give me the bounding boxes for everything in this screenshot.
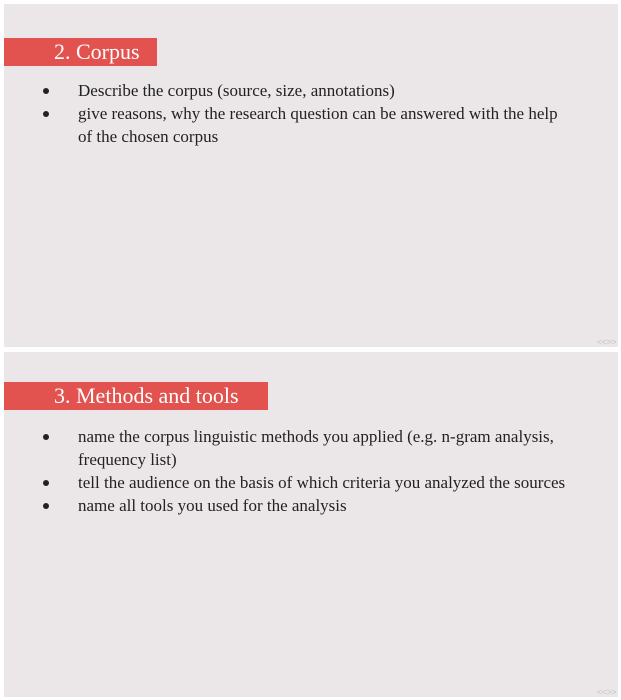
bullet-text: Describe the corpus (source, size, annotations): [78, 81, 395, 100]
bullet-dot-icon: [43, 503, 49, 509]
slide-title-band: [4, 38, 157, 66]
slide-corpus: [4, 4, 618, 347]
bullet-item: [4, 494, 568, 517]
bullet-text: name all tools you used for the analysis: [78, 496, 347, 515]
bullet-text: give reasons, why the research question can be answered with the help of the chosen corpus: [78, 104, 558, 146]
bullet-text: tell the audience on the basis of which criteria you analyzed the sources: [78, 473, 566, 492]
bullet-dot-icon: [43, 88, 49, 94]
slide-title: 3. Methods and tools: [54, 383, 239, 408]
bullet-dot-icon: [43, 434, 49, 440]
slide-methods-and-tools: [4, 352, 618, 697]
slide-nav-arrows[interactable]: <<>>: [596, 687, 616, 697]
bullet-text: name the corpus linguistic methods you applied (e.g. n-gram analysis, frequency list): [78, 427, 554, 469]
bullet-item: [4, 471, 568, 494]
bullet-item: [4, 102, 568, 148]
slide-title-band: [4, 382, 268, 410]
bullet-list: [4, 79, 568, 148]
slide-nav-arrows[interactable]: <<>>: [596, 337, 616, 347]
slide-title: 2. Corpus: [54, 39, 140, 64]
bullet-dot-icon: [43, 111, 49, 117]
bullet-list: [4, 425, 568, 517]
bullet-dot-icon: [43, 480, 49, 486]
bullet-item: [4, 425, 568, 471]
bullet-item: [4, 79, 568, 102]
